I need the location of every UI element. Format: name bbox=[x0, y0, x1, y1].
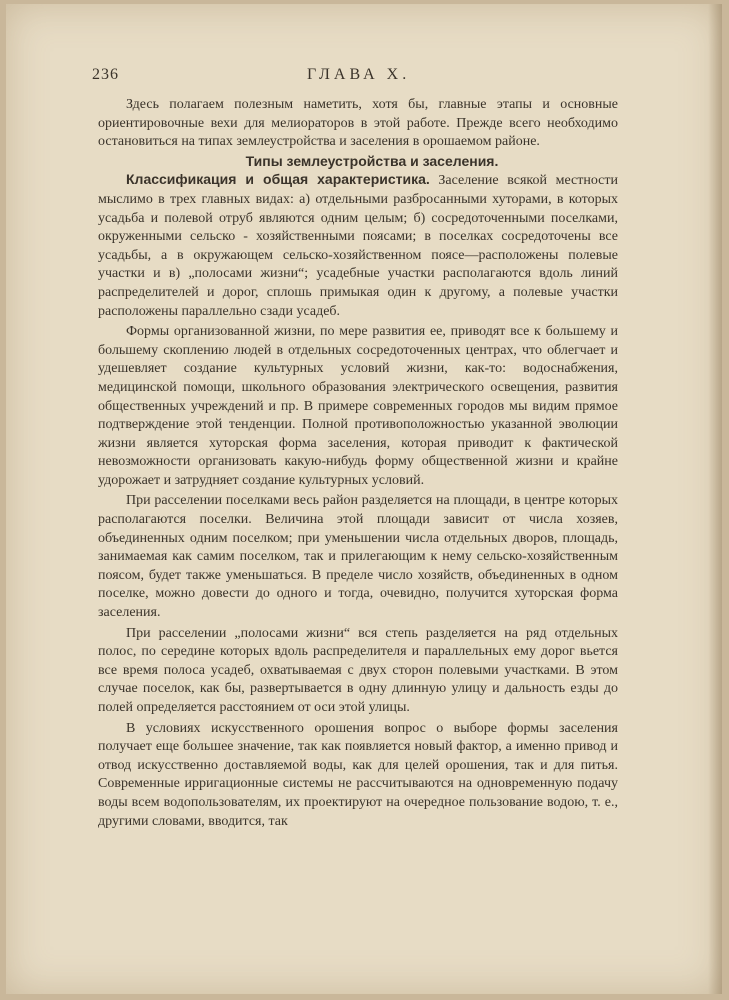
life-strips-paragraph: При расселении „полосами жизни“ вся степь разделяется на ряд отдельных полос, по середине которых вдоль распределителя и параллельных ему дорог вьется все время полоса усадеб, охватываемая с двух сторон полевыми участками. В этом случае поселок, как бы, развертывается в одну длинную улицу и дальность езды до полей определяется расстоянием от оси этой улицы. bbox=[98, 625, 618, 715]
page-body bbox=[98, 96, 618, 831]
settlements-paragraph: При расселении поселками весь район разделяется на площади, в центре которых располагаются поселки. Величина этой площади зависит от числа хозяев, объединенных одним поселком; при уменьшении числа отдельных дворов, площадь, занимаемая как самим поселком, так и прилегающим к нему сельско-хозяйственным поясом, будет также уменьшаться. В пределе число хозяйств, объединенных в одном поселке, можно довести до одного и тогда, очевидно, получится хуторская форма заселения. bbox=[98, 493, 618, 621]
classification-paragraph bbox=[98, 170, 618, 321]
page-edge-shadow bbox=[708, 4, 722, 994]
page-number: 236 bbox=[92, 66, 119, 83]
classification-text: Заселение всякой местности мыслимо в трех главных видах: а) отдельными разбросанными хуторами, в которых усадьба и полевой отруб являются одним целым; б) сосредоточенными поселками, окруженными сельско - хозяйственными поясами; в поселках сосредоточены все усадьбы, а в окружающем сельско-хозяйственном поясе—расположены полевые участки и в) „полосами жизни“; усадебные участки располагаются вдоль линий распределителей и дорог, сплошь примыкая один к другому, а полевые участки расположены параллельно сзади усадеб. bbox=[98, 173, 619, 319]
chapter-heading: ГЛАВА X. bbox=[307, 66, 411, 83]
running-header bbox=[92, 66, 612, 88]
irrigation-paragraph: В условиях искусственного орошения вопрос о выборе формы заселения получает еще большее значение, так как появляется новый фактор, а именно привод и отвод искусственно доставляемой воды, как для целей орошения, так и для питья. Современные ирригационные системы не рассчитываются на одновременную подачу воды всем водопользователям, их проектируют на очередное пользование водою, т. е., другими словами, вводится, так bbox=[98, 720, 618, 829]
section-title: Типы землеустройства и заселения. bbox=[245, 152, 499, 169]
intro-paragraph: Здесь полагаем полезным наметить, хотя бы, главные этапы и основные ориентировочные вехи для мелиораторов в этой работе. Прежде всего необходимо остановиться на типах землеустройства и заселения в орошаемом районе. bbox=[98, 97, 618, 150]
forms-paragraph: Формы организованной жизни, по мере развития ее, приводят все к большему и большему скоплению людей в отдельных сосредоточенных центрах, что облегчает и удешевляет создание культурных условий жизни, как-то: водоснабжения, медицинской помощи, школьного образования электрического освещения, развития общественных учреждений и пр. В примере современных городов мы видим прямое подтверждение этой тенденции. Полной противоположностью указанной эволюции жизни является хуторская форма заселения, которая приводит к фактической невозможности организовать какую-нибудь форму общественной жизни и крайне удорожает и затрудняет создание культурных условий. bbox=[98, 324, 618, 488]
run-in-heading: Классификация и общая характеристика. bbox=[126, 171, 430, 188]
book-page bbox=[6, 4, 722, 994]
